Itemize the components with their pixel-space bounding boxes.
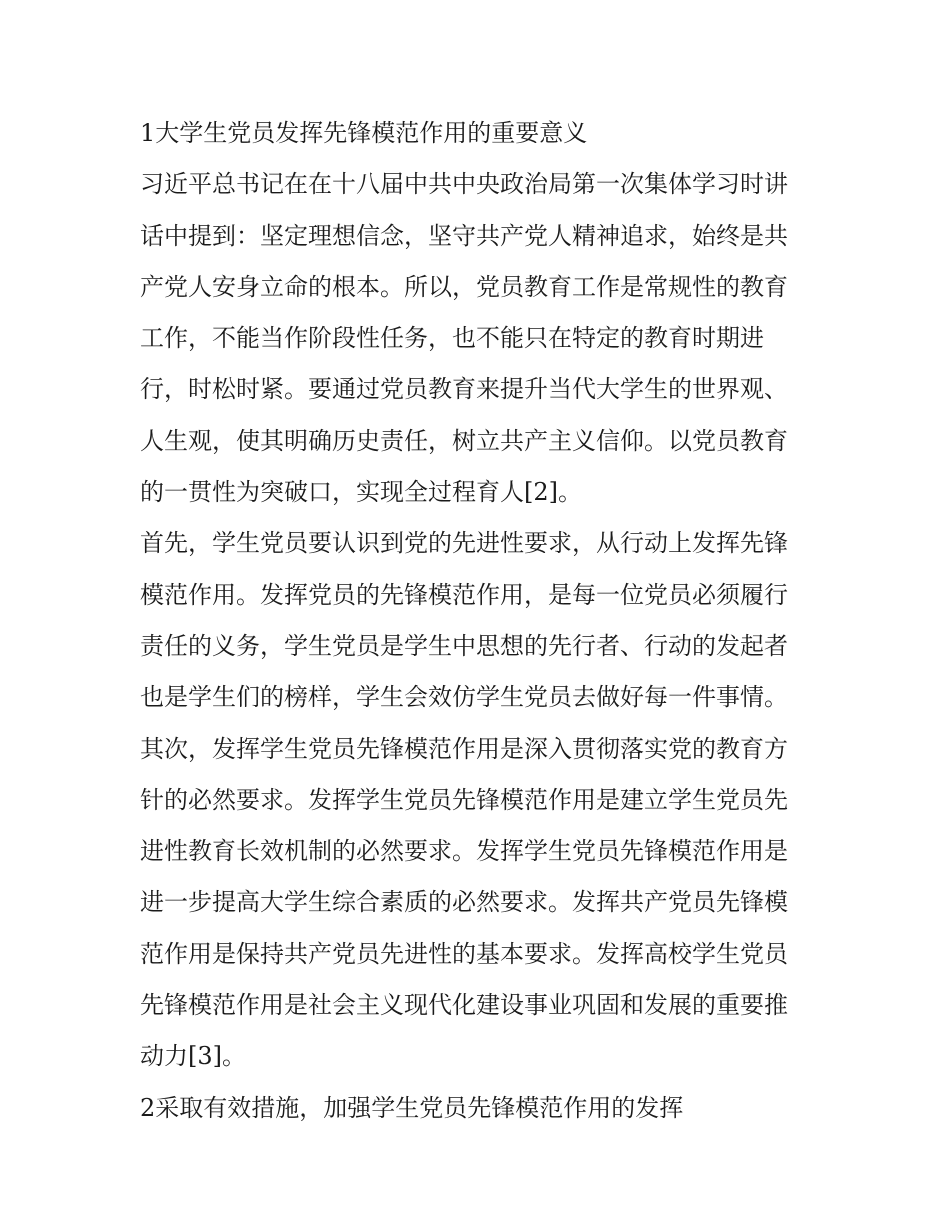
section-heading-2: 2采取有效措施，加强学生党员先锋模范作用的发挥 xyxy=(140,1093,684,1122)
paragraph-line: 首先，学生党员要认识到党的先进性要求，从行动上发挥先锋 xyxy=(140,529,788,558)
document-body xyxy=(140,108,812,1134)
section-heading-1: 1大学生党员发挥先锋模范作用的重要意义 xyxy=(140,119,588,147)
paragraph-line: 行，时松时紧。要通过党员教育来提升当代大学生的世界观、 xyxy=(140,375,788,404)
paragraph-2 xyxy=(140,518,812,723)
paragraph-line: 话中提到：坚定理想信念，坚守共产党人精神追求，始终是共 xyxy=(140,221,788,250)
paragraph-line: 范作用是保持共产党员先进性的基本要求。发挥高校学生党员 xyxy=(140,939,788,968)
paragraph-1 xyxy=(140,159,812,518)
paragraph-line: 习近平总书记在在十八届中共中央政治局第一次集体学习时讲 xyxy=(140,170,788,199)
paragraph-line: 针的必然要求。发挥学生党员先锋模范作用是建立学生党员先 xyxy=(140,785,788,814)
paragraph-line: 工作，不能当作阶段性任务，也不能只在特定的教育时期进 xyxy=(140,324,764,353)
paragraph-line: 进一步提高大学生综合素质的必然要求。发挥共产党员先锋模 xyxy=(140,888,788,917)
paragraph-line: 模范作用。发挥党员的先锋模范作用，是每一位党员必须履行 xyxy=(140,580,788,609)
paragraph-line: 其次，发挥学生党员先锋模范作用是深入贯彻落实党的教育方 xyxy=(140,734,788,763)
paragraph-3 xyxy=(140,724,812,1083)
paragraph-line: 进性教育长效机制的必然要求。发挥学生党员先锋模范作用是 xyxy=(140,837,788,866)
paragraph-line: 责任的义务，学生党员是学生中思想的先行者、行动的发起者 xyxy=(140,631,788,660)
paragraph-line: 动力[3]。 xyxy=(140,1042,246,1071)
paragraph-line: 人生观，使其明确历史责任，树立共产主义信仰。以党员教育 xyxy=(140,426,788,455)
paragraph-line: 先锋模范作用是社会主义现代化建设事业巩固和发展的重要推 xyxy=(140,991,788,1020)
paragraph-line: 的一贯性为突破口，实现全过程育人[2]。 xyxy=(140,478,582,507)
paragraph-line: 也是学生们的榜样，学生会效仿学生党员去做好每一件事情。 xyxy=(140,683,788,712)
paragraph-line: 产党人安身立命的根本。所以，党员教育工作是常规性的教育 xyxy=(140,272,788,301)
